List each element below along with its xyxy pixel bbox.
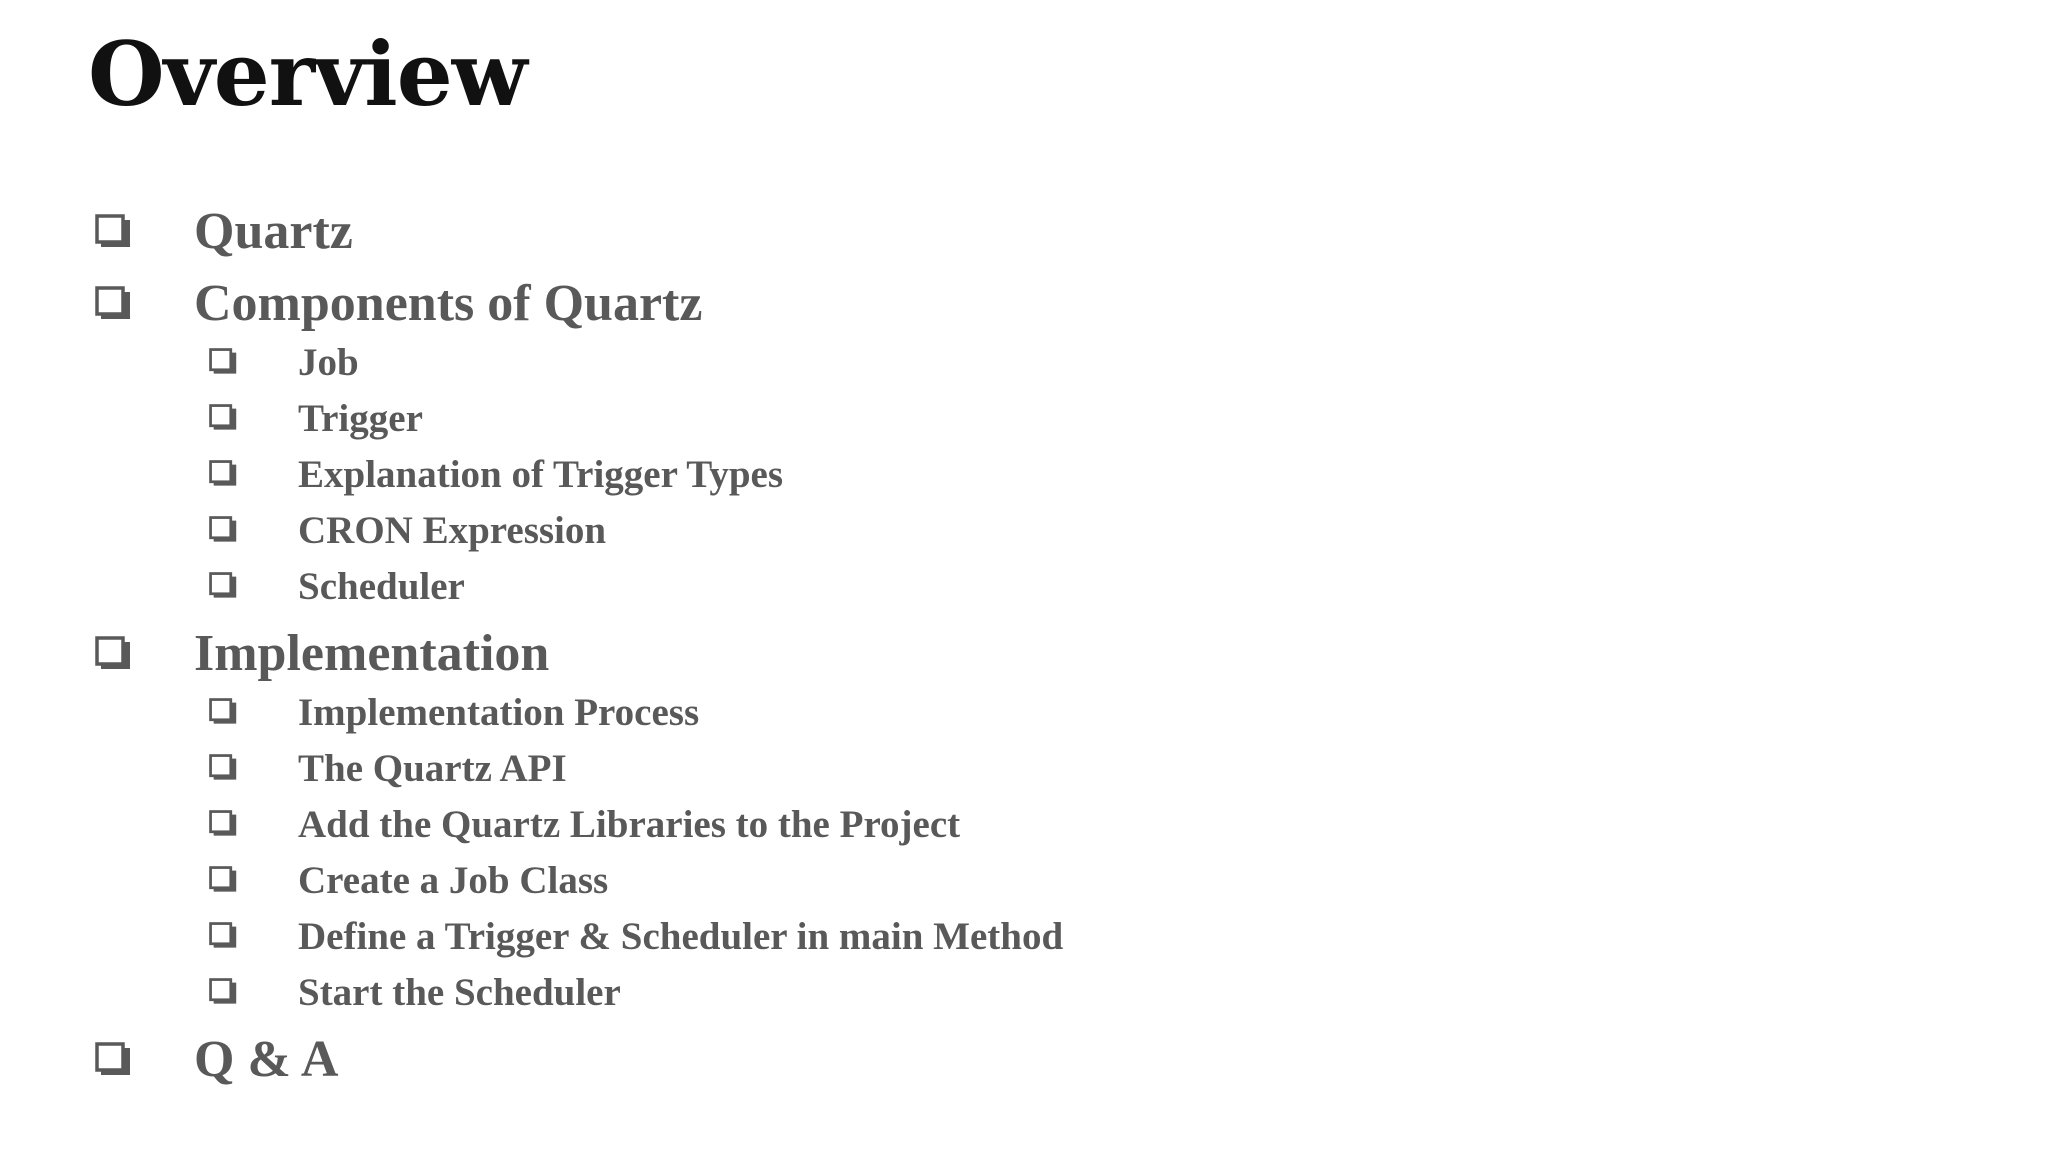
outline-item — [0, 912, 1900, 964]
outline-item-label: Q & A — [194, 1031, 339, 1088]
outline-item-label: Components of Quartz — [194, 275, 703, 332]
outline-item — [0, 338, 1900, 390]
checkbox-square-icon — [95, 1042, 131, 1078]
checkbox-square-icon — [95, 636, 131, 672]
checkbox-square-icon — [209, 572, 237, 600]
outline-item — [0, 688, 1900, 740]
outline-item-label: Explanation of Trigger Types — [298, 453, 784, 496]
outline-item — [0, 200, 1900, 266]
checkbox-square-icon — [209, 754, 237, 782]
slide-title: Overview — [88, 22, 527, 126]
outline-item-label: The Quartz API — [298, 747, 567, 790]
outline-item-label: Create a Job Class — [298, 859, 609, 902]
outline-item — [0, 394, 1900, 446]
outline-item-label: Define a Trigger & Scheduler in main Method — [298, 915, 1064, 958]
checkbox-square-icon — [209, 866, 237, 894]
outline-item — [0, 272, 1900, 338]
outline-item-label: Implementation Process — [298, 691, 700, 734]
outline-item-label: Start the Scheduler — [298, 971, 621, 1014]
outline-item-label: Trigger — [298, 397, 423, 440]
checkbox-square-icon — [209, 698, 237, 726]
outline-item — [0, 562, 1900, 614]
outline-item — [0, 1028, 1900, 1094]
outline-item-label: CRON Expression — [298, 509, 607, 552]
checkbox-square-icon — [209, 978, 237, 1006]
checkbox-square-icon — [95, 286, 131, 322]
checkbox-square-icon — [95, 214, 131, 250]
outline-item-label: Add the Quartz Libraries to the Project — [298, 803, 961, 846]
outline-item-label: Job — [298, 341, 359, 384]
outline-item-label: Implementation — [194, 625, 550, 682]
checkbox-square-icon — [209, 810, 237, 838]
outline-item — [0, 968, 1900, 1020]
outline-item — [0, 800, 1900, 852]
checkbox-square-icon — [209, 460, 237, 488]
outline-item — [0, 856, 1900, 908]
checkbox-square-icon — [209, 516, 237, 544]
outline-item — [0, 622, 1900, 688]
outline-item-label: Scheduler — [298, 565, 465, 608]
checkbox-square-icon — [209, 404, 237, 432]
checkbox-square-icon — [209, 348, 237, 376]
outline-item-label: Quartz — [194, 203, 353, 260]
outline-item — [0, 744, 1900, 796]
outline-item — [0, 450, 1900, 502]
checkbox-square-icon — [209, 922, 237, 950]
outline-item — [0, 506, 1900, 558]
